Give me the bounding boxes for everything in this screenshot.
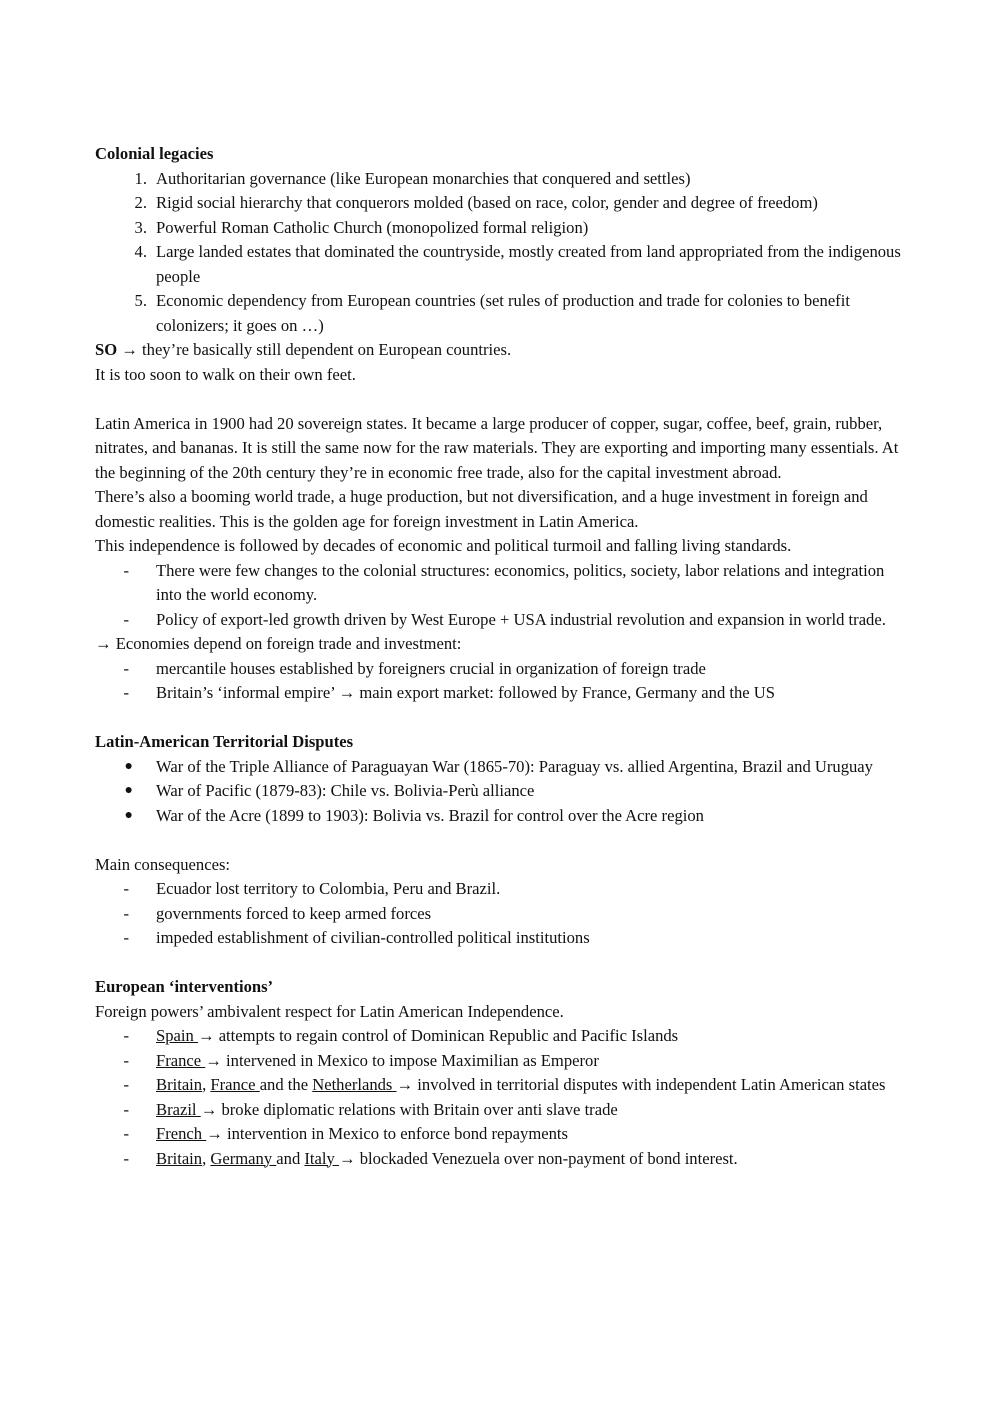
list-item	[95, 1147, 905, 1172]
list-item	[95, 804, 905, 829]
country-name: Brazil	[156, 1099, 201, 1119]
list-item	[95, 216, 905, 241]
list-number: 2.	[134, 193, 147, 212]
list-item-text: governments forced to keep armed forces	[156, 903, 432, 923]
dash-marker: -	[123, 928, 129, 947]
country-name: Spain	[156, 1026, 198, 1045]
list-item	[95, 926, 905, 951]
country-name: Italy	[304, 1148, 339, 1168]
separator-text: ,	[202, 1148, 211, 1168]
dash-marker: -	[123, 1026, 129, 1045]
list-item	[95, 902, 905, 927]
dash-marker: -	[123, 879, 129, 898]
list-item-text: Powerful Roman Catholic Church (monopolized formal religion)	[156, 217, 589, 237]
list-item-text: → intervened in Mexico to impose Maximilian as Emperor	[205, 1050, 599, 1070]
country-name: France	[210, 1075, 260, 1094]
list-item-text: Authoritarian governance (like European monarchies that conquered and settles)	[156, 168, 691, 188]
interventions-list	[95, 1024, 905, 1171]
dash-marker: -	[123, 609, 129, 629]
colonial-legacies-heading: Colonial legacies	[95, 144, 214, 163]
list-item	[95, 240, 905, 289]
dash-marker: -	[123, 1124, 129, 1143]
list-item	[95, 1049, 905, 1074]
list-item	[95, 779, 905, 804]
list-item-text: Policy of export-led growth driven by West Europe + USA industrial revolution and expansion in world trade.	[156, 609, 886, 629]
dash-marker: -	[123, 683, 129, 702]
separator-text: and	[276, 1148, 305, 1168]
dash-marker: -	[123, 1050, 129, 1070]
country-name: Netherlands	[312, 1075, 397, 1094]
list-item-text: → intervention in Mexico to enforce bond repayments	[206, 1124, 568, 1143]
main-consequences-label: Main consequences:	[95, 854, 231, 874]
so-label: SO	[95, 340, 118, 359]
foreign-trade-list	[95, 657, 905, 706]
list-item-text: → attempts to regain control of Dominican Republic and Pacific Islands	[197, 1026, 679, 1045]
dash-marker: -	[123, 1099, 129, 1119]
dash-marker: -	[123, 1075, 129, 1094]
latin-america-paragraph-3: This independence is followed by decades of economic and political turmoil and falling living standards.	[95, 536, 792, 555]
list-number: 3.	[134, 217, 147, 237]
spacer	[95, 387, 905, 412]
list-item	[95, 1122, 905, 1147]
spacer	[95, 828, 905, 853]
document-body	[95, 142, 905, 1171]
separator-text: and the	[259, 1075, 313, 1094]
list-item	[95, 608, 905, 633]
separator-text: ,	[202, 1075, 211, 1094]
list-number: 5.	[134, 291, 147, 310]
economies-line: → Economies depend on foreign trade and investment:	[95, 634, 462, 653]
list-item	[95, 681, 905, 706]
list-item-text: mercantile houses established by foreigners crucial in organization of foreign trade	[156, 658, 706, 678]
bullet-marker: ●	[124, 758, 133, 774]
colonial-structures-list	[95, 559, 905, 633]
dash-marker: -	[123, 903, 129, 923]
list-number: 1.	[134, 168, 147, 188]
disputes-list	[95, 755, 905, 829]
spacer	[95, 706, 905, 731]
list-item-text: War of the Triple Alliance of Paraguayan War (1865-70): Paraguay vs. allied Argentina, Brazil and Uruguay	[156, 756, 873, 776]
too-soon-line: It is too soon to walk on their own feet.	[95, 364, 356, 384]
list-item	[95, 289, 905, 338]
list-item	[95, 755, 905, 780]
list-item	[95, 657, 905, 682]
list-item	[95, 559, 905, 608]
list-item-text: impeded establishment of civilian-controlled political institutions	[156, 928, 590, 947]
list-number: 4.	[134, 242, 147, 261]
country-name: France	[156, 1050, 206, 1070]
dash-marker: -	[123, 658, 129, 678]
bullet-marker: ●	[124, 783, 133, 798]
so-text: → they’re basically still dependent on European countries.	[117, 340, 512, 359]
list-item-text: Ecuador lost territory to Colombia, Peru and Brazil.	[156, 879, 501, 898]
dash-marker: -	[123, 1148, 129, 1168]
list-item-text: → involved in territorial disputes with independent Latin American states	[396, 1075, 886, 1094]
list-item	[95, 1073, 905, 1098]
list-item-text: Rigid social hierarchy that conquerors molded (based on race, color, gender and degree of freedom)	[156, 193, 818, 212]
list-item	[95, 877, 905, 902]
european-interventions-heading: European ‘interventions’	[95, 977, 274, 996]
list-item-text: → broke diplomatic relations with Britain over anti slave trade	[200, 1099, 618, 1119]
list-item-text: War of Pacific (1879-83): Chile vs. Bolivia-Perù alliance	[156, 781, 535, 800]
list-item	[95, 167, 905, 192]
list-item-text: There were few changes to the colonial structures: economics, politics, society, labor relations and integration into the world economy.	[156, 560, 885, 604]
list-item	[95, 1024, 905, 1049]
list-item	[95, 1098, 905, 1123]
colonial-legacies-list	[95, 167, 905, 339]
list-item-text: Economic dependency from European countries (set rules of production and trade for colonies to benefit colonizers; it goes on …)	[156, 291, 850, 335]
list-item-text: Britain’s ‘informal empire’ → main export market: followed by France, Germany and the US	[156, 683, 776, 702]
list-item	[95, 191, 905, 216]
list-item-text: War of the Acre (1899 to 1903): Bolivia vs. Brazil for control over the Acre region	[156, 805, 704, 825]
consequences-list	[95, 877, 905, 951]
country-name: Germany	[210, 1148, 277, 1168]
spacer	[95, 951, 905, 976]
list-item-text: Large landed estates that dominated the countryside, mostly created from land appropriated from the indigenous people	[156, 242, 901, 286]
latin-america-paragraph-2: There’s also a booming world trade, a huge production, but not diversification, and a huge investment in foreign and domestic realities. This is the golden age for foreign investment in Latin America.	[95, 487, 868, 531]
list-item-text: → blockaded Venezuela over non-payment of bond interest.	[338, 1148, 738, 1168]
bullet-marker: ●	[124, 807, 133, 823]
country-name: French	[156, 1124, 207, 1143]
european-intro: Foreign powers’ ambivalent respect for Latin American Independence.	[95, 1001, 564, 1021]
territorial-disputes-heading: Latin-American Territorial Disputes	[95, 732, 354, 751]
country-name: Britain	[156, 1075, 203, 1094]
so-line	[95, 338, 905, 363]
dash-marker: -	[123, 560, 129, 580]
country-name: Britain	[156, 1148, 203, 1168]
latin-america-paragraph-1: Latin America in 1900 had 20 sovereign states. It became a large producer of copper, sugar, coffee, beef, grain, rubber, nitrates, and bananas. It is still the same now for the raw materials. They are exporting and importing many essentials. At the beginning of the 20th century they’re in economic free trade, also for the capital investment abroad.	[95, 413, 899, 482]
